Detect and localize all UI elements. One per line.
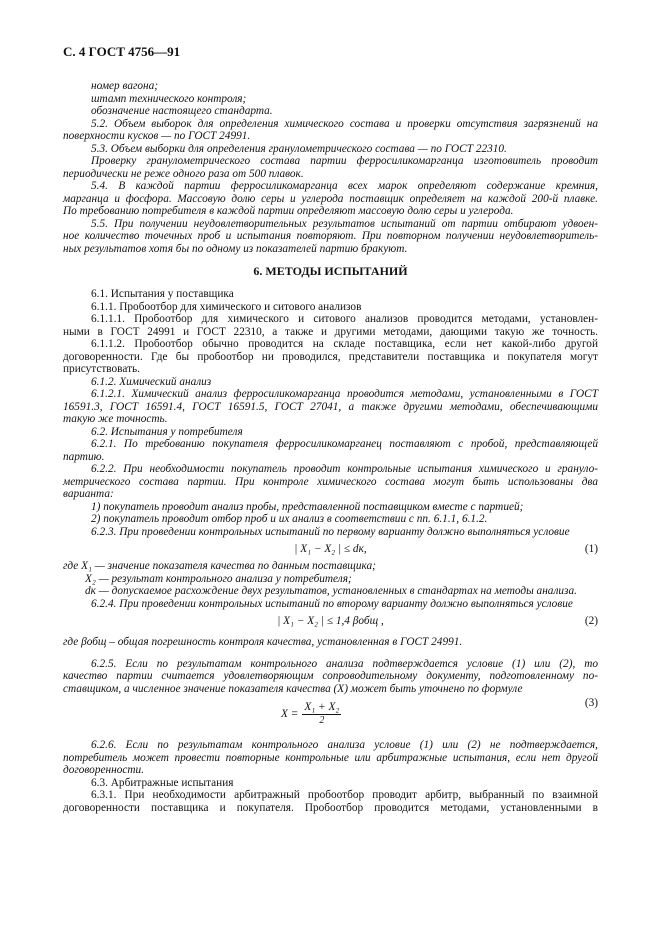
text-line: ными в ГОСТ 24991 и ГОСТ 22310, а также и другими методами, дающими такую же точность. (63, 325, 598, 338)
text-line: По требованию потребителя в каждой партии определяют массовую долю серы и углерода. (63, 205, 514, 217)
text-line: договоренности. (63, 764, 144, 776)
text-line: 6.1.1. Пробоотбор для химического и ситового анализов (91, 300, 362, 313)
text-line: 5.2. Объем выборок для определения химического состава и проверки отсутствия загрязнений на (91, 117, 598, 130)
formula-text: | X₁ − X₂ | ≤ dк, (294, 543, 367, 555)
text-line: периодически не реже одного раза от 500 плавок. (63, 167, 304, 180)
text-line: партию. (63, 450, 105, 463)
text-line: марганца и фосфора. Массовую долю серы и углерода поставщик определяет на каждой 200-й плавке. (63, 192, 598, 205)
text-line: Проверку гранулометрического состава партии ферросиликомарганца изготовитель проводит (91, 155, 598, 167)
text-line: 16591.3, ГОСТ 16591.4, ГОСТ 16591.5, ГОСТ 27041, а также другими методами, обеспечивающими (63, 400, 598, 413)
text-line: 6.2.1. По требованию покупателя ферросиликомарганец поставляют с пробой, представляющей (91, 438, 598, 450)
text-line: 1) покупатель проводит анализ пробы, представленной поставщиком вместе с партией; (91, 500, 524, 513)
text-line: 6.2.2. При необходимости покупатель проводит контрольные испытания химического и грануло- (91, 463, 598, 475)
text-line: 6.3. Арбитражные испытания (91, 776, 234, 789)
text-line: 6.1.1.2. Пробоотбор обычно проводится на складе поставщика, если нет какой-либо другой (91, 338, 598, 350)
denominator: 2 (319, 714, 325, 726)
text-line: договоренности. Где бы пробоотбор ни проводился, представители поставщика и покупателя могут (63, 350, 598, 363)
text-line: 6.1.1.1. Пробоотбор для химического и ситового анализов проводится методами, установлен- (91, 313, 598, 325)
text-line: номер вагона; (91, 80, 159, 92)
text-line: 6.2.5. Если по результатам контрольного анализа подтверждается условие (1) или (2), то (91, 657, 598, 670)
text-line: ное количество точечных проб и испытания повторяют. При повторном получении неудовлетворитель- (63, 230, 598, 242)
numerator: X₁ + X₂ (304, 701, 340, 713)
text-line: присутствовать. (63, 363, 141, 375)
text-line: 6.2.4. При проведении контрольных испытаний по второму варианту должно выполняться условие (91, 597, 573, 610)
fraction (281, 701, 341, 727)
formula-3 (63, 697, 598, 735)
formula-1 (63, 538, 598, 560)
text-line: 6.1.2.1. Химический анализ ферросиликомарганца проводится методами, установленными в ГОСТ (91, 388, 598, 400)
text-line: dк — допускаемое расхождение двух результатов, установленных в стандартах на методы анализа. (85, 585, 577, 597)
text-line: 5.4. В каждой партии ферросиликомарганца всех марок определяют содержание кремния, (91, 180, 598, 192)
text-line: 6.1. Испытания у поставщика (91, 288, 234, 300)
text-line: обозначение настоящего стандарта. (91, 105, 273, 117)
text-line: варианта: (63, 488, 114, 500)
page-header: С. 4 ГОСТ 4756—91 (63, 44, 181, 59)
text-line: качество партии считается удовлетворяющим сопроводительному документу, подготовленному по- (63, 670, 598, 682)
text-line: метрического состава партии. При контроле химического состава могут быть использованы два (63, 475, 598, 488)
text-line: X₂ — результат контрольного анализа у потребителя; (85, 572, 352, 585)
text-line: ставщиком, а численное значение показателя качества (X) может быть уточнено по формуле (63, 682, 523, 695)
text-line: где X₁ — значение показателя качества по данным поставщика; (63, 560, 376, 572)
text-line: 2) покупатель проводит отбор проб и их анализ в соответствии с пп. 6.1.1, 6.1.2. (91, 513, 488, 525)
formula-2 (63, 610, 598, 632)
text-line: 6.2.3. При проведении контрольных испытаний по первому варианту должно выполняться условие (91, 525, 570, 538)
text-line: ных результатов хотя бы по одному из показателей партию бракуют. (63, 242, 408, 255)
text-line: где βобщ – общая погрешность контроля качества, установленная в ГОСТ 24991. (63, 636, 463, 648)
formula-lhs: X = (281, 707, 299, 720)
text-line: 5.5. При получении неудовлетворительных результатов испытаний от партии отбирают удвоен- (91, 217, 598, 230)
text-line: 6.2. Испытания у потребителя (91, 425, 243, 438)
formula-number: (1) (584, 543, 598, 555)
text-line: потребитель может провести повторные контрольные или арбитражные испытания, если нет другой (63, 751, 598, 764)
formula-text: | X₁ − X₂ | ≤ 1,4 βобщ , (277, 615, 384, 627)
text-line: договоренности поставщика и покупателя. Пробоотбор проводится методами, установленными в (63, 801, 598, 814)
formula-number: (3) (584, 697, 598, 709)
text-line: поверхности кусков — по ГОСТ 24991. (63, 130, 251, 142)
text-line: 6.3.1. При необходимости арбитражный пробоотбор проводит арбитр, выбранный по взаимной (91, 789, 598, 801)
text-line: такую же точность. (63, 413, 168, 425)
formula-number: (2) (584, 615, 598, 627)
document-body (63, 80, 598, 814)
text-line: 6.2.6. Если по результатам контрольного анализа условие (1) или (2) не подтверждается, (91, 739, 598, 751)
text-line: 5.3. Объем выборки для определения гранулометрического состава — по ГОСТ 22310. (91, 142, 507, 155)
text-line: штамп технического контроля; (91, 92, 247, 105)
text-line: 6.1.2. Химический анализ (91, 375, 212, 388)
section-heading: 6. МЕТОДЫ ИСПЫТАНИЙ (253, 264, 408, 278)
